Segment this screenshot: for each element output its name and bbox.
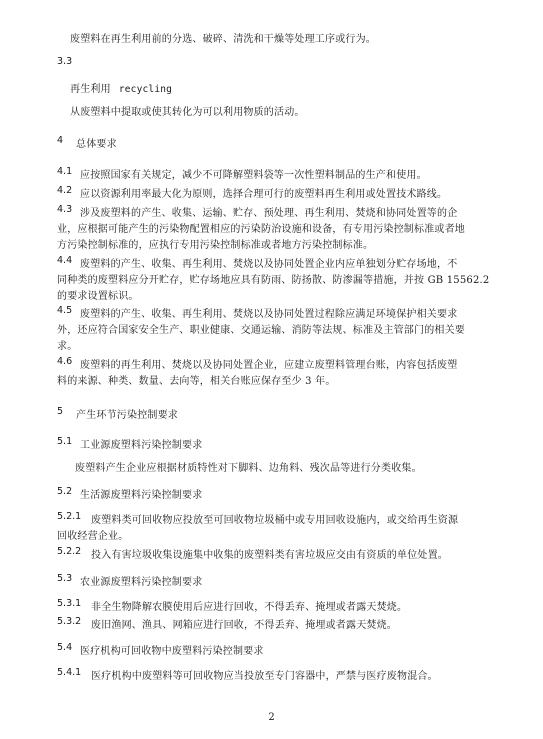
clause-number: 5.2.2 bbox=[57, 546, 82, 557]
clause-number: 5.3.1 bbox=[57, 598, 82, 609]
clause-number: 4.4 bbox=[57, 255, 73, 266]
section-number: 3.3 bbox=[57, 56, 73, 67]
clause-text: 废塑料的产生、收集、再生利用、焚烧以及协同处置过程除应满足环境保护相关要求 bbox=[80, 309, 458, 320]
section-heading: 总体要求 bbox=[76, 139, 117, 150]
clause-number: 4.3 bbox=[57, 204, 73, 215]
clause-text: 涉及废塑料的产生、收集、运输、贮存、预处理、再生利用、焚烧和协同处置等的企 bbox=[80, 208, 458, 219]
subsection-number: 5.1 bbox=[57, 436, 73, 447]
clause-number: 4.2 bbox=[57, 185, 73, 196]
clause-text: 同种类的废塑料应分开贮存，贮存场地应具有防雨、防扬散、防渗漏等措施，并按 GB 15562.2 bbox=[57, 275, 490, 286]
clause-text: 非全生物降解农膜使用后应进行回收，不得丢弃、掩埋或者露天焚烧。 bbox=[91, 602, 408, 613]
paragraph-line: 废塑料在再生利用前的分选、破碎、清洗和干燥等处理工序或行为。 bbox=[70, 34, 376, 45]
clause-number: 5.3.2 bbox=[57, 616, 82, 627]
clause-number: 4.5 bbox=[57, 305, 73, 316]
section-heading: 产生环节污染控制要求 bbox=[76, 410, 178, 421]
clause-text: 应以资源利用率最大化为原则，选择合理可行的废塑料再生利用或处置技术路线。 bbox=[80, 189, 448, 200]
section-number: 4 bbox=[57, 135, 64, 146]
clause-number: 5.4.1 bbox=[57, 667, 82, 678]
subsection-heading: 工业源废塑料污染控制要求 bbox=[80, 440, 203, 451]
paragraph-line: 废塑料产生企业应根据材质特性对下脚料、边角料、残次品等进行分类收集。 bbox=[75, 463, 422, 474]
page-number: 2 bbox=[268, 712, 275, 723]
term-chinese: 再生利用 bbox=[70, 84, 111, 95]
clause-text: 医疗机构中废塑料等可回收物应当投放至专门容器中，严禁与医疗废物混合。 bbox=[91, 671, 438, 682]
clause-number: 4.1 bbox=[57, 166, 73, 177]
subsection-heading: 生活源废塑料污染控制要求 bbox=[80, 490, 203, 501]
clause-text: 废塑料的产生、收集、再生利用、焚烧以及协同处置企业内应单独划分贮存场地，不 bbox=[80, 259, 458, 270]
clause-text: 求。 bbox=[57, 341, 78, 352]
clause-text: 业，应根据可能产生的污染物配置相应的污染防治设施和设备，有专用污染控制标准或者地 bbox=[57, 224, 465, 235]
clause-text: 回收经营企业。 bbox=[57, 531, 129, 542]
term-definition: 从废塑料中提取或使其转化为可以利用物质的活动。 bbox=[70, 107, 305, 118]
clause-number: 5.2.1 bbox=[57, 511, 82, 522]
subsection-heading: 农业源废塑料污染控制要求 bbox=[80, 577, 203, 588]
clause-text: 投入有害垃圾收集设施集中收集的废塑料类有害垃圾应交由有资质的单位处置。 bbox=[91, 550, 448, 561]
clause-text: 废塑料类可回收物应投放至可回收物垃圾桶中或专用回收设施内，或交给再生资源 bbox=[91, 515, 459, 526]
clause-number: 4.6 bbox=[57, 356, 73, 367]
subsection-number: 5.3 bbox=[57, 573, 73, 584]
subsection-number: 5.2 bbox=[57, 486, 73, 497]
clause-text: 的要求设置标识。 bbox=[57, 291, 139, 302]
term-heading bbox=[70, 80, 172, 95]
clause-text: 外，还应符合国家安全生产、职业健康、交通运输、消防等法规、标准及主管部门的相关要 bbox=[57, 325, 465, 336]
clause-text: 应按照国家有关规定，减少不可降解塑料袋等一次性塑料制品的生产和使用。 bbox=[80, 170, 427, 181]
clause-text: 方污染控制标准的，应执行专用污染控制标准或者地方污染控制标准。 bbox=[57, 240, 374, 251]
section-number: 5 bbox=[57, 406, 64, 417]
subsection-heading: 医疗机构可回收物中废塑料污染控制要求 bbox=[80, 646, 264, 657]
clause-text: 废旧渔网、渔具、网箱应进行回收，不得丢弃、掩埋或者露天焚烧。 bbox=[91, 620, 397, 631]
subsection-number: 5.4 bbox=[57, 642, 73, 653]
term-english: recycling bbox=[118, 84, 173, 95]
clause-text: 废塑料的再生利用、焚烧以及协同处置企业，应建立废塑料管理台账，内容包括废塑 bbox=[80, 360, 458, 371]
clause-text: 料的来源、种类、数量、去向等，相关台账应保存至少 3 年。 bbox=[57, 376, 336, 387]
